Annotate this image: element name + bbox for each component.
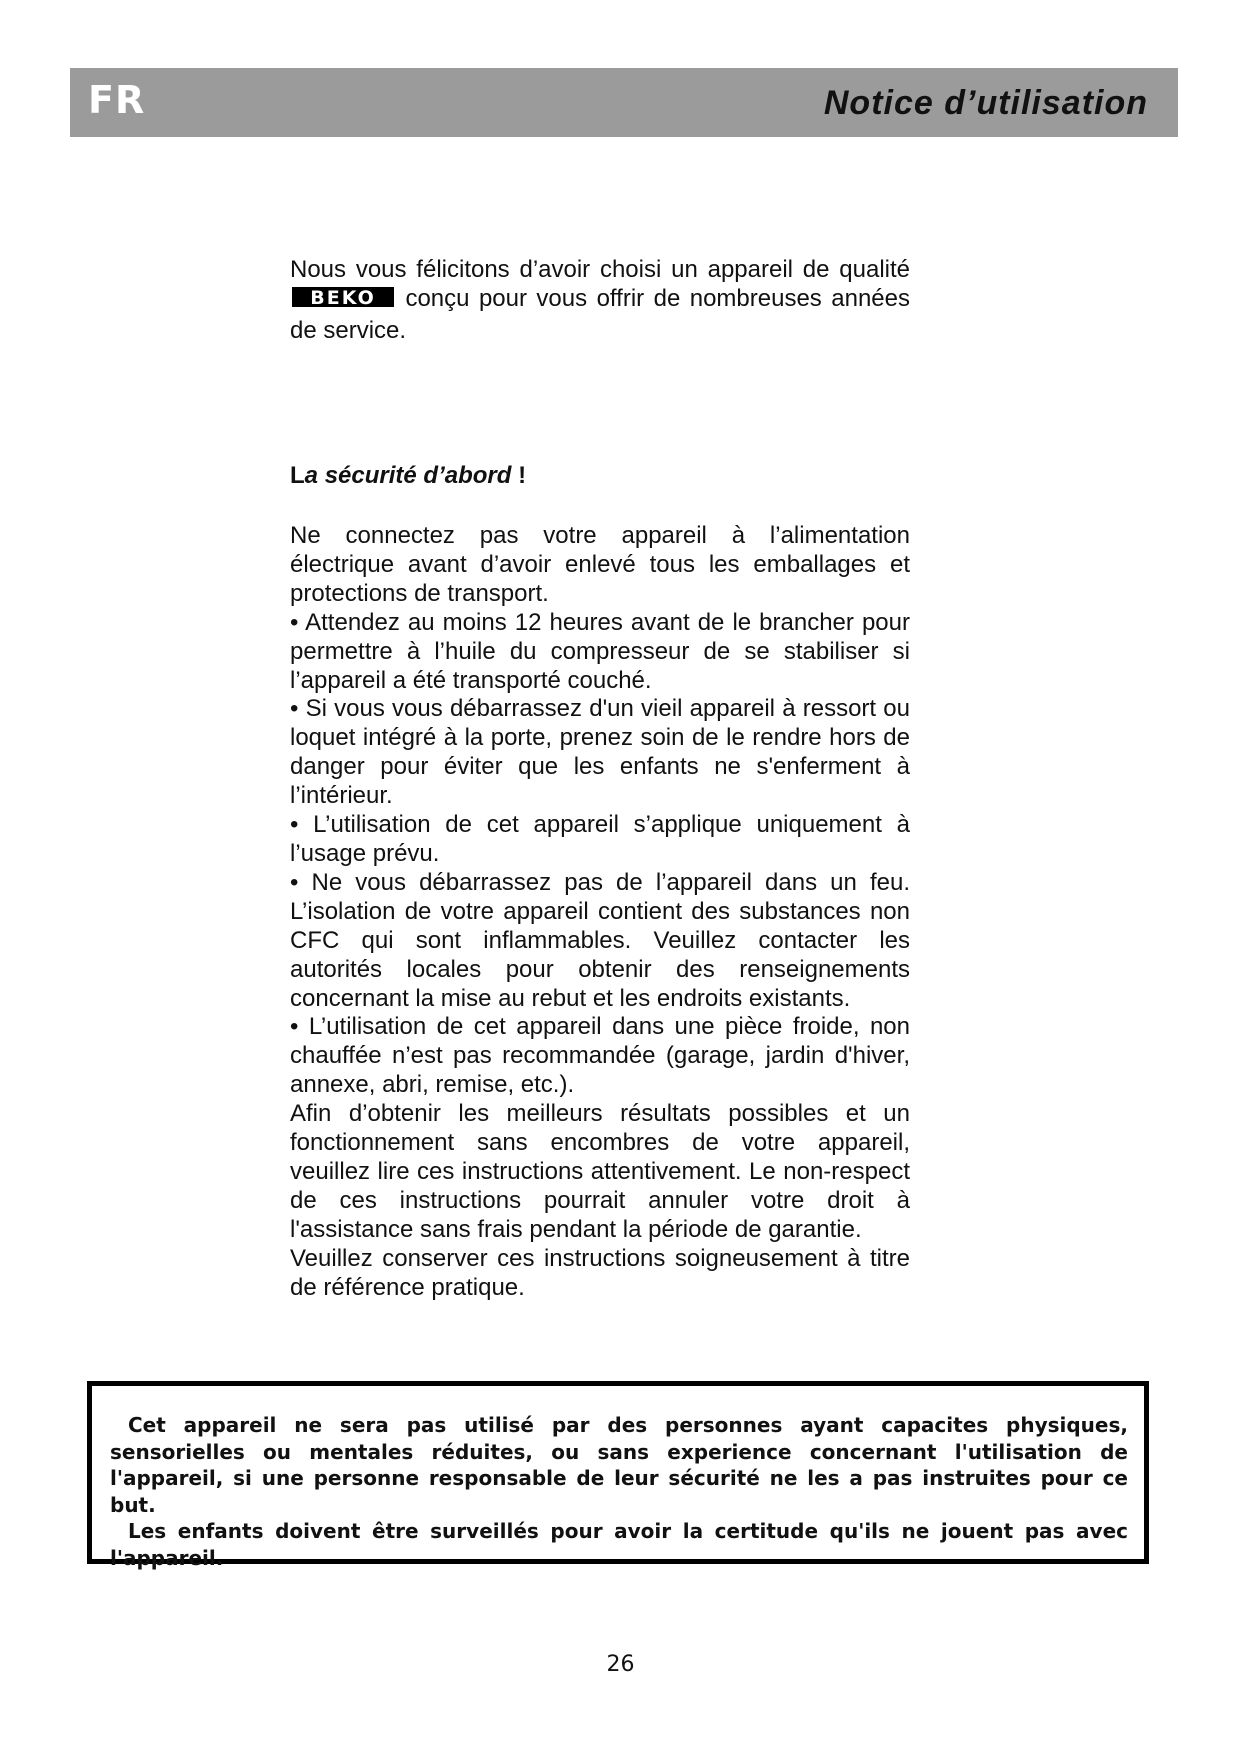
safety-paragraph: Ne connectez pas votre appareil à l’alimentation électrique avant d’avoir enlevé tous les emballages et protections de transport. xyxy=(290,522,910,607)
safety-paragraph: • L’utilisation de cet appareil dans une pièce froide, non chauffée n’est pas recommandée (garage, jardin d'hiver, annexe, abri, remise, etc.). xyxy=(290,1013,910,1099)
intro-text-after-logo: conçu pour vous offrir de nombreuses années de service. xyxy=(290,285,910,344)
safety-paragraph: • Attendez au moins 12 heures avant de le brancher pour permettre à l’huile du compresseur de se stabiliser si l’appareil a été transporté couché. xyxy=(290,608,910,694)
section-heading-text: a sécurité d’abord xyxy=(304,462,512,489)
safety-text xyxy=(290,522,910,1302)
beko-logo-text: BEKO xyxy=(310,287,376,309)
safety-paragraph: Afin d’obtenir les meilleurs résultats possibles et un fonctionnement sans encombres de votre appareil, veuillez lire ces instructions attentivement. Le non-respect de ces instructions pourrait annuler votre droit à l'assistance sans frais pendant la période de garantie. xyxy=(290,1100,910,1243)
warning-paragraph: Les enfants doivent être surveillés pour avoir la certitude qu'ils ne jouent pas avec l'appareil. xyxy=(110,1519,1128,1570)
safety-paragraph: • Si vous vous débarrassez d'un vieil appareil à ressort ou loquet intégré à la porte, prenez soin de le rendre hors de danger pour éviter que les enfants ne s'enferment à l’intérieur. xyxy=(290,695,910,810)
safety-paragraph: • Ne vous débarrassez pas de l’appareil dans un feu. L’isolation de votre appareil contient des substances non CFC qui sont inflammables. Veuillez contacter les autorités locales pour obtenir des renseignements concernant la mise au rebut et les endroits existants. xyxy=(290,868,910,1012)
safety-paragraph: Veuillez conserver ces instructions soigneusement à titre de référence pratique. xyxy=(290,1244,910,1301)
section-heading xyxy=(290,462,526,490)
section-heading-end: ! xyxy=(511,462,527,489)
document-title: Notice d’utilisation xyxy=(823,84,1148,122)
page-number: 26 xyxy=(606,1652,635,1677)
header-bar xyxy=(70,68,1178,137)
section-heading-initial: L xyxy=(290,462,305,489)
warning-box xyxy=(87,1381,1149,1570)
intro-paragraph xyxy=(290,255,910,345)
intro-text-before-logo: Nous vous félicitons d’avoir choisi un appareil de qualité xyxy=(290,256,910,283)
safety-paragraph: • L’utilisation de cet appareil s’applique uniquement à l’usage prévu. xyxy=(290,811,910,867)
language-code: FR xyxy=(88,78,146,122)
warning-paragraph: Cet appareil ne sera pas utilisé par des personnes ayant capacites physiques, sensorielles ou mentales réduites, ou sans experience concernant l'utilisation de l'appareil, si une personne responsable de leur sécurité ne les a pas instruites pour ce but. xyxy=(110,1413,1128,1517)
beko-logo xyxy=(292,285,394,316)
